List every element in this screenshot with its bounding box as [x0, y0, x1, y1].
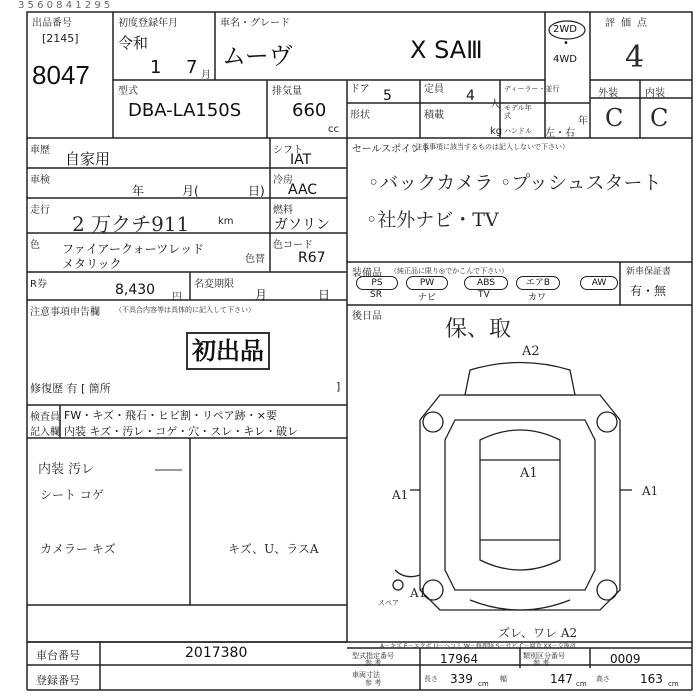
color-change-note: 色替	[245, 254, 265, 265]
model-value: DBA-LA150S	[128, 100, 242, 121]
chassis-value: 2017380	[185, 645, 248, 661]
equip-leather: カワ	[528, 293, 547, 303]
mileage-unit: km	[218, 216, 234, 227]
capacity-unit: 人	[490, 99, 500, 110]
notes-label: 注意事項申告欄	[30, 307, 100, 318]
dims-width-unit: cm	[576, 680, 587, 688]
class-no-value: 0009	[610, 652, 641, 666]
doors-value: 5	[383, 88, 392, 104]
doors-label: ドア	[350, 84, 370, 95]
top-strip: 3 5 6 0 8 4 1 2 9 5	[18, 0, 111, 11]
displacement-value: 660	[292, 100, 327, 121]
diagram-a1-center: A1	[520, 466, 538, 481]
interior-value: C	[650, 104, 669, 132]
model-label: 型式	[118, 86, 138, 97]
reg-no-label: 登録番号	[36, 674, 80, 687]
after-doc-value: 保、取	[445, 317, 512, 342]
exterior-label: 外装	[598, 88, 618, 99]
dims-width-label: 幅	[500, 675, 507, 683]
drive-2wd: 2WD	[553, 24, 577, 35]
equip-aw: AW	[580, 276, 618, 290]
diagram-a1-left: A1	[392, 488, 409, 502]
fuel-value: ガソリン	[274, 217, 330, 233]
drive-dot: •	[563, 38, 569, 49]
equip-tv: TV	[478, 290, 490, 300]
inspector-note-1: 内装 汚レ	[38, 462, 95, 477]
inspection-label: 車検	[30, 175, 50, 186]
dims-height-label: 高さ	[596, 675, 610, 683]
load-label: 積載	[424, 110, 444, 121]
dims-height-unit: cm	[668, 680, 679, 688]
dims-height: 163	[640, 672, 663, 686]
inspector-label-2: 記入欄	[30, 427, 60, 438]
shift-label: シフト	[273, 145, 303, 156]
first-reg-unit: 月	[201, 70, 211, 81]
name-change-day: 日	[318, 288, 331, 302]
recycle-value: 8,430	[115, 282, 156, 298]
inspection-year: 年	[132, 184, 145, 198]
sales-line-1a: ◦バックカメラ	[368, 172, 494, 194]
equip-abs: ABS	[464, 276, 508, 290]
equipment-sub: （純正品に限り◎でかこんで下さい）	[390, 267, 509, 275]
capacity-value: 4	[466, 88, 475, 104]
color-code-value: R67	[298, 250, 326, 266]
type-cert-sub: 参 考	[365, 659, 382, 667]
load-unit: kg	[490, 126, 503, 137]
class-no-label: 類別区分番号	[523, 652, 565, 660]
equip-sr: SR	[370, 290, 382, 300]
new-warranty-label: 新車保証書	[626, 267, 672, 277]
mileage-label: 走行	[30, 205, 50, 216]
color-value-1: ファイアークォーツレッド	[62, 242, 205, 256]
color-value-2: メタリック	[62, 257, 122, 271]
first-reg-label: 初度登録年月	[118, 18, 178, 29]
usage-label: 車歴	[30, 145, 50, 156]
equip-airbag: エアB	[516, 276, 560, 290]
displacement-label: 排気量	[272, 86, 302, 97]
model-year-unit: 年	[578, 116, 588, 127]
diagram-a2-top: A2	[522, 344, 540, 359]
class-no-sub: 参 考	[533, 659, 550, 667]
dealer-label: ディーラー・並行	[504, 85, 560, 93]
equip-ps: PS	[356, 276, 398, 290]
inspector-row-1: FW・キズ・飛石・ヒビ割・リペア跡・×要	[64, 409, 277, 422]
diagram-a1-lower: A1	[410, 586, 427, 600]
equipment-label: 装備品	[352, 268, 382, 279]
notes-sub: （不具合内容等は具体的に記入して下さい）	[115, 306, 255, 314]
after-doc-label: 後日品	[352, 311, 382, 322]
car-name: ムーヴ	[222, 42, 293, 70]
aircon-value: AAC	[288, 182, 318, 198]
new-warranty-value: 有・無	[630, 284, 667, 298]
diagram-a1-right: A1	[642, 484, 659, 498]
first-reg-year: 1	[150, 57, 162, 78]
mileage-value: 2 万クチ911	[72, 212, 190, 236]
first-reg-era: 令和	[118, 34, 149, 52]
color-code-label: 色コード	[273, 240, 313, 251]
dims-label: 車両寸法	[352, 671, 380, 679]
diagram-spare: スペア	[378, 599, 399, 607]
score-value: 4	[625, 40, 645, 75]
score-label: 評価点	[605, 18, 653, 29]
model-year-label: モデル年式	[504, 104, 532, 120]
recycle-label: R券	[30, 279, 47, 290]
capacity-label: 定員	[424, 84, 444, 95]
dims-width: 147	[550, 672, 573, 686]
inspection-day: 日)	[248, 184, 265, 198]
type-cert-value: 17964	[440, 652, 479, 666]
name-change-label: 名変期限	[194, 279, 234, 290]
venue-label: 出品番号	[32, 18, 72, 29]
type-cert-label: 型式指定番号	[352, 652, 394, 660]
first-reg-month: 7	[186, 57, 198, 78]
inspector-row-2: 内装 キズ・汚レ・コゲ・穴・スレ・キレ・破レ	[64, 425, 299, 438]
sales-line-1b: ◦プッシュスタート	[500, 172, 662, 194]
name-change-month: 月	[255, 288, 268, 302]
car-grade: X SAⅢ	[410, 36, 483, 64]
equip-navi: ナビ	[418, 293, 437, 303]
dims-length: 339	[450, 672, 473, 686]
inspection-month: 月(	[182, 184, 199, 198]
drive-4wd: 4WD	[553, 54, 577, 65]
color-label: 色	[30, 240, 40, 251]
inspector-label-1: 検査員	[30, 412, 60, 423]
recycle-unit: 円	[172, 292, 182, 303]
chassis-label: 車台番号	[36, 649, 80, 662]
venue-code: [2145]	[42, 32, 79, 45]
interior-label: 内装	[645, 88, 665, 99]
car-name-label: 車名・グレード	[220, 18, 290, 29]
inspector-note-2: シート コゲ	[40, 488, 104, 502]
sales-label: セールスポイント	[352, 144, 432, 155]
fuel-label: 燃料	[273, 205, 293, 216]
shift-value: IAT	[290, 152, 312, 168]
equip-pw: PW	[406, 276, 448, 290]
inspector-note-4: キズ、U、ラスA	[228, 542, 319, 556]
first-listing-stamp: 初出品	[186, 332, 270, 370]
lot-number: 8047	[32, 60, 90, 90]
handle-label: ハンドル	[504, 127, 532, 135]
inspector-note-3: カメラー キズ	[40, 542, 116, 556]
usage-value: 自家用	[65, 150, 111, 168]
dims-length-label: 長さ	[424, 675, 438, 683]
sales-sub: （注意事項に該当するものは記入しないで下さい）	[408, 143, 569, 151]
handle-value: 左・右	[545, 128, 575, 139]
dims-length-unit: cm	[478, 680, 489, 688]
sales-line-2: ◦社外ナビ・TV	[366, 209, 499, 231]
shape-label: 形状	[350, 110, 370, 121]
repair-close: ]	[336, 380, 341, 393]
aircon-label: 冷房	[273, 175, 293, 186]
diagram-legend-1: A－キズ E－エクボ U－ヘコミ W－修理跡 S－サビ C－腐食 XX－交換済	[380, 643, 576, 650]
repair-label: 修復歴 有 [ 箇所	[30, 382, 111, 395]
displacement-unit: cc	[328, 124, 339, 135]
diagram-bottom-note: ズレ、ワレ A2	[498, 626, 578, 640]
dims-sub: 参 考	[365, 679, 382, 687]
exterior-value: C	[605, 104, 624, 132]
car-diagram-lines	[393, 363, 632, 611]
